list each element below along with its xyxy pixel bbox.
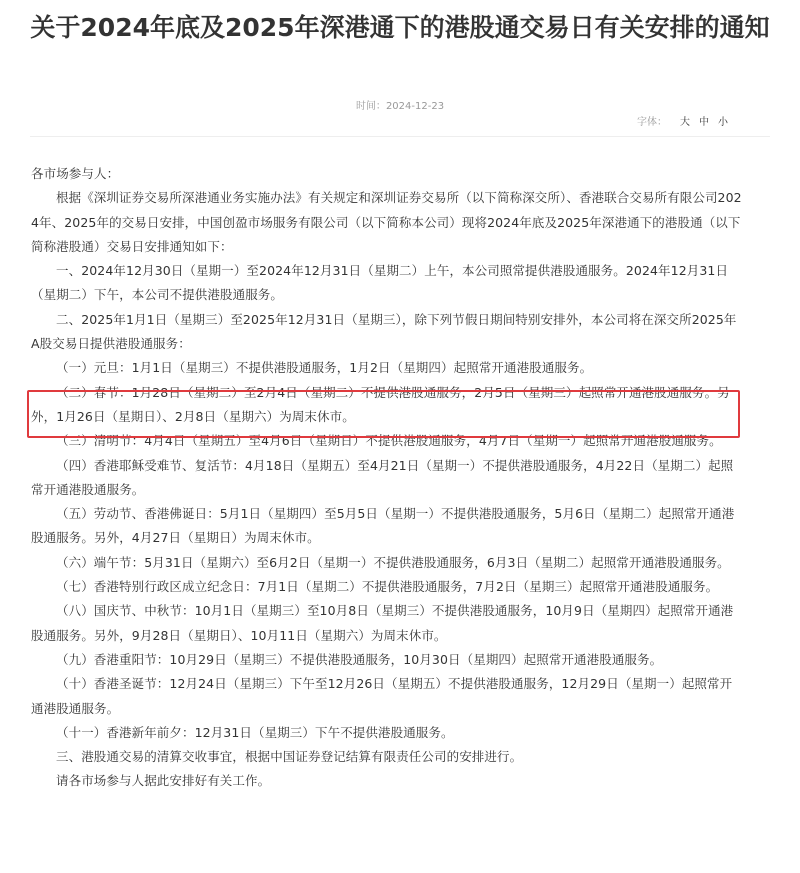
font-size-medium-button[interactable]: 中	[699, 117, 709, 128]
holiday-new-year-eve: （十一）香港新年前夕：12月31日（星期三）下午不提供港股通服务。	[56, 724, 454, 740]
article-body	[31, 162, 743, 794]
holiday-dragon-boat: （六）端午节：5月31日（星期六）至6月2日（星期一）不提供港股通服务，6月3日（星期二）起照常开通港股通服务。	[56, 554, 730, 570]
holiday-national-day: （八）国庆节、中秋节：10月1日（星期三）至10月8日（星期三）不提供港股通服务，10月9日（星期四）起照常开通港股通服务。另外，9月28日（星期日）、10月11日（星期六）为周末休市。	[31, 603, 734, 643]
header-divider	[30, 136, 770, 137]
holiday-qingming: （三）清明节：4月4日（星期五）至4月6日（星期日）不提供港股通服务，4月7日（星期一）起照常开通港股通服务。	[56, 433, 722, 449]
paragraph-intro: 根据《深圳证券交易所深港通业务实施办法》有关规定和深圳证券交易所（以下简称深交所）、香港联合交易所有限公司2024年、2025年的交易日安排，中国创盈市场服务有限公司（以下简称本公司）现将2024年底及2025年深港通下的港股通（以下简称港股通）交易日安排通知如下：	[31, 190, 742, 254]
holiday-hksar-day: （七）香港特别行政区成立纪念日：7月1日（星期二）不提供港股通服务，7月2日（星期三）起照常开通港股通服务。	[56, 579, 719, 595]
paragraph-item-2: 二、2025年1月1日（星期三）至2025年12月31日（星期三），除下列节假日期间特别安排外，本公司将在深交所2025年A股交易日提供港股通服务：	[31, 311, 737, 352]
paragraph-item-3: 三、港股通交易的清算交收事宜，根据中国证券登记结算有限责任公司的安排进行。	[56, 749, 523, 765]
holiday-labour-day: （五）劳动节、香港佛诞日：5月1日（星期四）至5月5日（星期一）不提供港股通服务，5月6日（星期二）起照常开通港股通服务。另外，4月27日（星期日）为周末休市。	[31, 506, 735, 546]
holiday-new-year: （一）元旦：1月1日（星期三）不提供港股通服务，1月2日（星期四）起照常开通港股通服务。	[56, 360, 593, 376]
font-size-small-button[interactable]: 小	[718, 117, 728, 128]
publish-time-value: 2024-12-23	[385, 101, 445, 112]
holiday-easter: （四）香港耶稣受难节、复活节：4月18日（星期五）至4月21日（星期一）不提供港股通服务，4月22日（星期二）起照常开通港股通服务。	[31, 457, 734, 497]
greeting: 各市场参与人：	[31, 166, 120, 181]
font-size-large-button[interactable]: 大	[680, 117, 690, 128]
paragraph-item-1: 一、2024年12月30日（星期一）至2024年12月31日（星期二）上午，本公司照常提供港股通服务。2024年12月31日（星期二）下午，本公司不提供港股通服务。	[31, 263, 729, 303]
page-title: 关于2024年底及2025年深港通下的港股通交易日有关安排的通知	[30, 13, 770, 42]
closing-remark: 请各市场参与人据此安排好有关工作。	[56, 773, 271, 789]
publish-time	[0, 97, 800, 112]
holiday-chung-yeung: （九）香港重阳节：10月29日（星期三）不提供港股通服务，10月30日（星期四）起照常开通港股通服务。	[56, 651, 663, 667]
holiday-christmas: （十）香港圣诞节：12月24日（星期三）下午至12月26日（星期五）不提供港股通服务，12月29日（星期一）起照常开通港股通服务。	[31, 676, 733, 716]
publish-time-label: 时间：	[355, 101, 386, 112]
font-size-label: 字体：	[637, 117, 667, 128]
font-size-switcher	[637, 113, 728, 128]
holiday-spring-festival: （二）春节：1月28日（星期二）至2月4日（星期二）不提供港股通服务，2月5日（星期三）起照常开通港股通服务。另外，1月26日（星期日）、2月8日（星期六）为周末休市。	[31, 384, 730, 424]
